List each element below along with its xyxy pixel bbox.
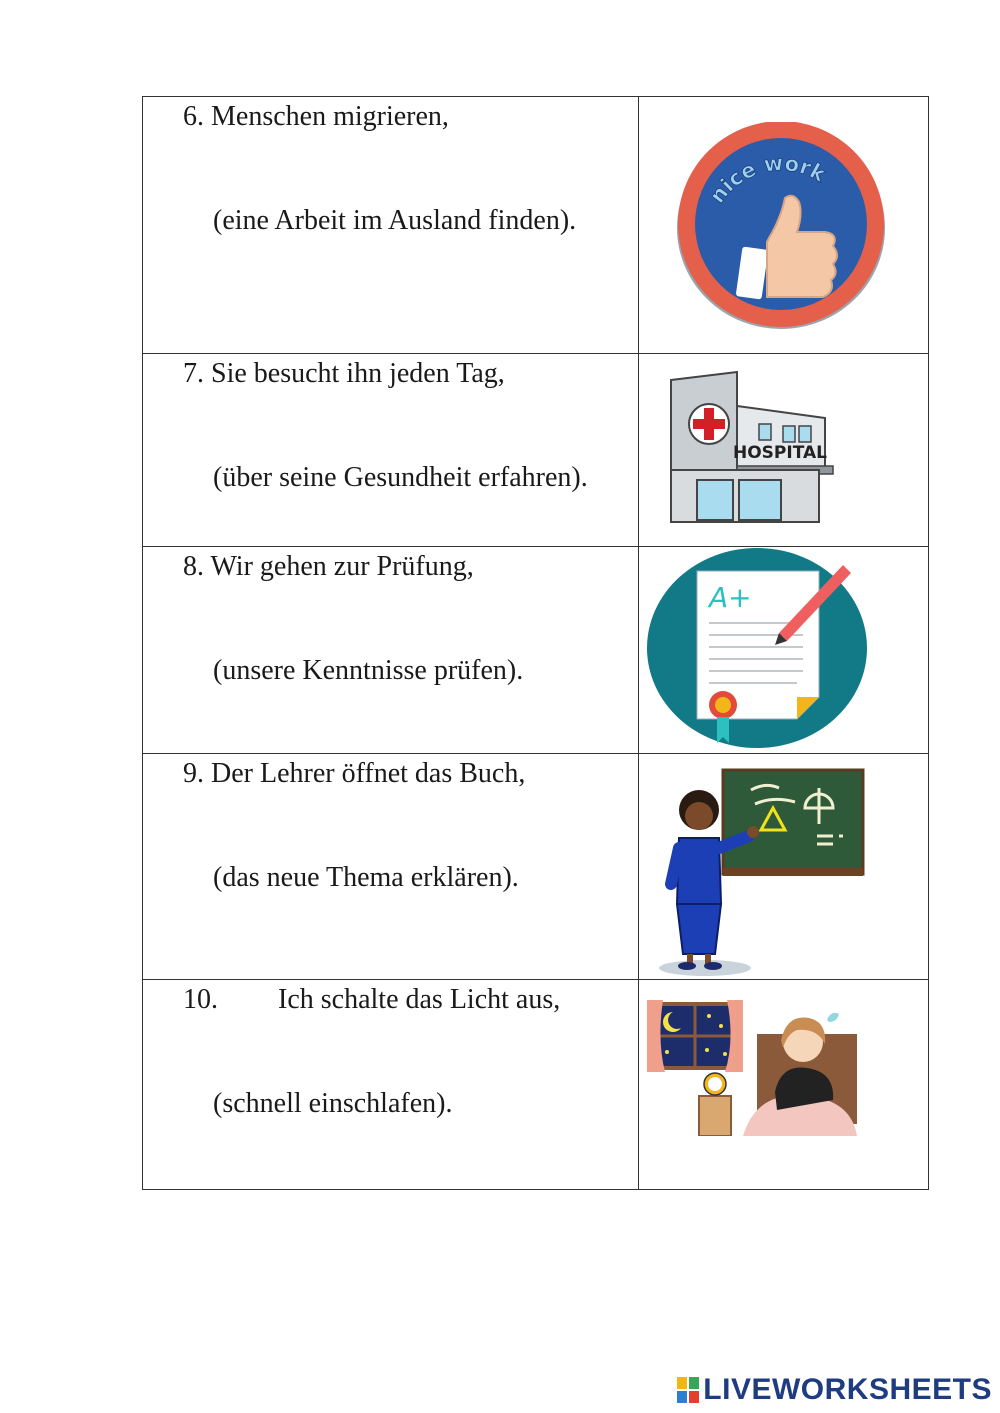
brand-name: LIVEWORKSHEETS [703, 1373, 992, 1406]
grade-text: A+ [709, 581, 752, 614]
image-cell [639, 547, 929, 754]
item-number: 10. [183, 984, 218, 1015]
image-cell [639, 754, 929, 980]
sentence-main: Der Lehrer öffnet das Buch, [211, 758, 526, 789]
sentence-main: Menschen migrieren, [211, 101, 449, 132]
image-cell [639, 97, 929, 354]
table-row [143, 547, 929, 754]
sentence-cell [143, 547, 639, 754]
table-row [143, 980, 929, 1190]
sentence-line [183, 982, 638, 1018]
liveworksheets-logo-icon [677, 1377, 699, 1403]
badge-text: nice work [705, 150, 830, 208]
nice-work-thumbs-up-badge-icon [673, 122, 889, 332]
sentence-line [183, 356, 638, 392]
sentence-hint: (das neue Thema erklären). [213, 862, 519, 893]
item-number: 9. [183, 758, 204, 789]
table-row [143, 754, 929, 980]
exam-paper-icon [647, 547, 871, 751]
sentence-main: Sie besucht ihn jeden Tag, [211, 358, 505, 389]
sentence-main: Ich schalte das Licht aus, [278, 984, 561, 1015]
table-row [143, 97, 929, 354]
table-row [143, 354, 929, 547]
sentence-line [183, 549, 638, 585]
sentence-hint: (schnell einschlafen). [213, 1088, 453, 1119]
sentence-main: Wir gehen zur Prüfung, [210, 551, 474, 582]
hospital-building-icon [665, 366, 837, 524]
image-cell [639, 980, 929, 1190]
girl-in-bed-at-night-icon [647, 1000, 859, 1136]
liveworksheets-logo [677, 1373, 992, 1407]
sentence-hint: (über seine Gesundheit erfahren). [213, 462, 588, 493]
sentence-hint: (unsere Kenntnisse prüfen). [213, 655, 524, 686]
sentence-cell [143, 754, 639, 980]
exercise-table [142, 96, 929, 1190]
hospital-sign-text: HOSPITAL [733, 443, 827, 463]
sentence-cell [143, 980, 639, 1190]
item-number: 6. [183, 101, 204, 132]
sentence-line [183, 756, 638, 792]
sentence-cell [143, 354, 639, 547]
sentence-cell [143, 97, 639, 354]
sentence-line [183, 99, 638, 135]
teacher-at-blackboard-icon [655, 764, 867, 978]
image-cell [639, 354, 929, 547]
sentence-hint: (eine Arbeit im Ausland finden). [213, 205, 577, 236]
item-number: 8. [183, 551, 204, 582]
item-number: 7. [183, 358, 204, 389]
